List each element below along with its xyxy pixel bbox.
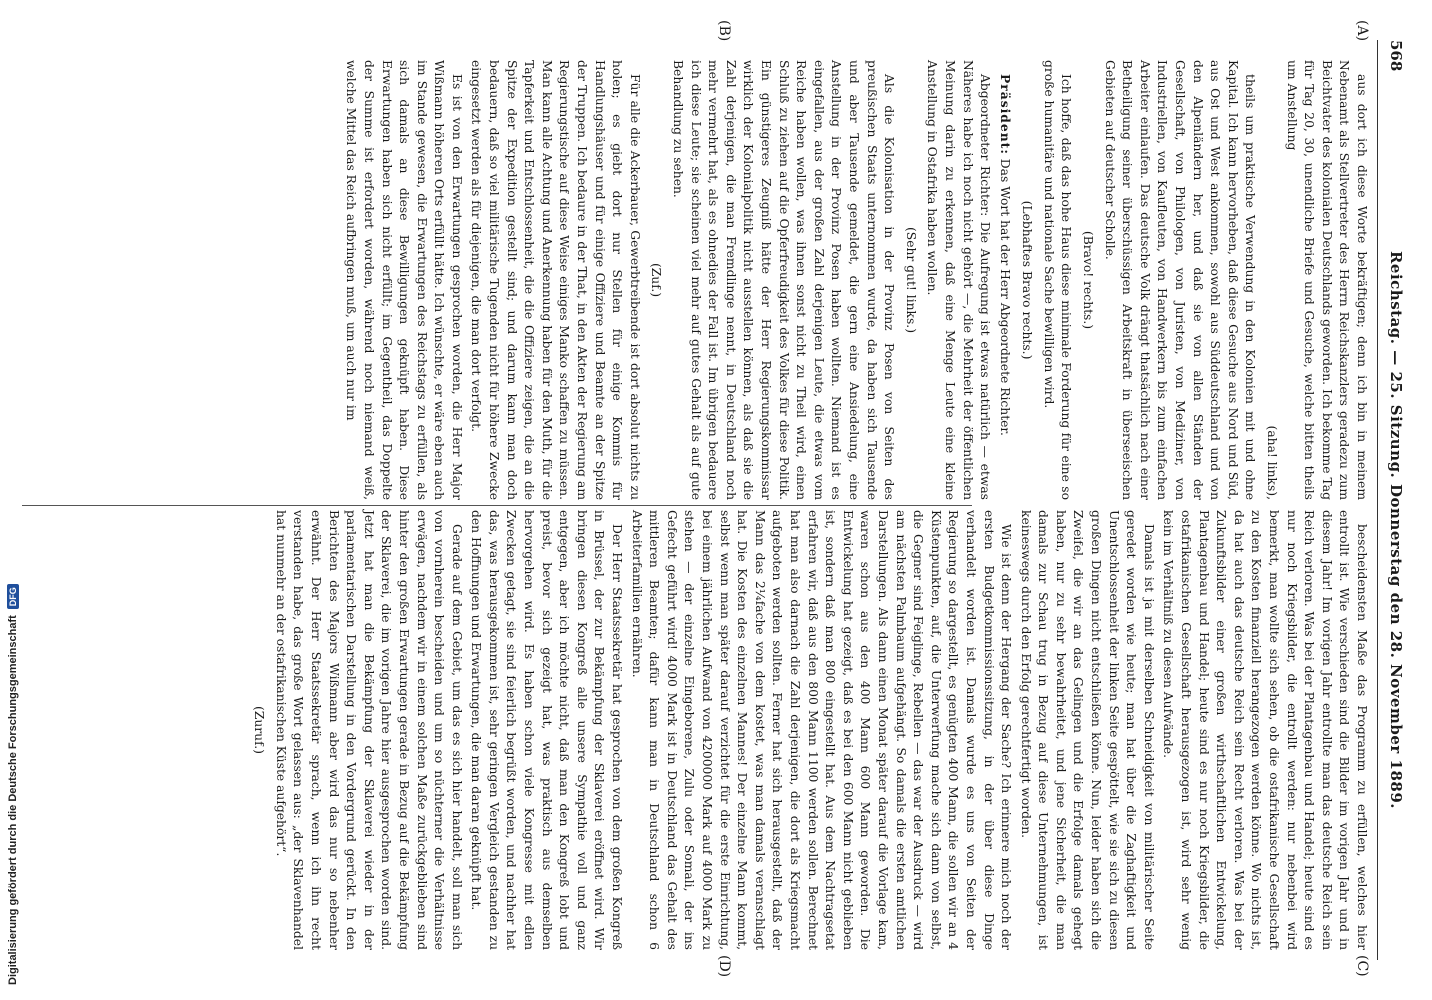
paragraph <box>923 60 993 500</box>
paragraph-text: Gerade auf dem Gebiet, um das es sich hier handelt, soll man sich von vornherein bescheiden und um so nüchterner die Verhältnisse erwägen, nachdem wir in einem solchen Maße zurückgeblieben sind hinter den großen Erwartungen gerade in Bezug auf die Bekämpfung der Sklaverei, die im vorigen Jahre hier ausgesprochen worden sind. Jetzt hat man die Bekämpfung der Sklaverei wieder in der parlamentarischen Darstellung in den Vordergrund gerückt. In den Berichten des Majors Wißmann aber wird das nur so nebenher erwähnt. Der Herr Staatssekretär sprach, wenn ich ihn recht verstanden habe, das große Wort gelassen aus: „der Sklavenhandel hat nunmehr an der ostafrikanischen Küste aufgehört“. <box>273 510 464 950</box>
paragraph <box>1282 60 1370 500</box>
paragraph <box>1039 60 1074 500</box>
right-column <box>246 510 1370 950</box>
left-column <box>340 60 1370 500</box>
paragraph <box>1159 510 1370 950</box>
interjection <box>250 510 268 950</box>
interjection <box>647 60 665 500</box>
margin-marker-d: (D) <box>716 955 732 978</box>
interjection <box>1262 60 1280 500</box>
paragraph-text: (Zuruf.) <box>252 706 267 754</box>
interjection <box>1079 60 1097 500</box>
paragraph-text: aus dort ich diese Worte bekräftigen; denn ich bin in meinem Nebenamt als Stellvertreter des Herrn Reichskanzlers geradezu zum Beichtvater des kolonialen Deutschlands geworden. Ich bekomme Tag für Tag 20, 30, unendliche Briefe und Gesuche, welche bitten theils um Anstellung <box>1284 60 1369 500</box>
paragraph-text: (Bravo! rechts.) <box>1081 230 1096 330</box>
paragraph <box>1016 510 1157 950</box>
digitization-strip <box>2 0 24 1000</box>
margin-marker-b: (B) <box>716 20 732 42</box>
digitization-credit: Digitalisierung gefördert durch die Deutsche Forschungsgemeinschaft <box>7 615 19 985</box>
page-header <box>1382 40 1410 960</box>
paragraph-text: theils um praktische Verwendung in den Kolonien mit und ohne Kapital. Ich kann hervorheben, daß diese Gesuche aus Nord und Süd, aus Ost und West ankommen, sowohl aus Süddeutschland und von den Alpenländern her, und daß sie von allen Ständen der Gesellschaft, von Philologen, von Juristen, von Mediziner, von Industriellen, von Kaufleuten, von Handwerkern bis zum einfachen Arbeiter einlaufen. Das deutsche Volk drängt thatsächlich nach einer Betheiligung seiner überschüssigen Arbeitskraft in überseeischen Gebieten auf deutscher Scholle. <box>1102 60 1258 500</box>
paragraph-text: bescheidensten Maße das Programm zu erfüllen, welches hier entrollt ist. Wie verschieden sind die Bilder im vorigen Jahr und in diesem Jahr! Im vorigen Jahr entrollte man das deutsche Reich sein Reich verloren. Was bei der Plantagenbau und Handel; heute sind es nur noch Kriegsbilder, die entrollt werden: nur nebenbei wird bemerkt, man wollte sich sehen, ob die ostafrikanische Gesellschaft zu den Kosten finanziell herangezogen werden könne. Wo nichts ist, da hat auch das deutsche Reich sein Recht verloren. Was bei der Zukunftsbilder einer großen wirthschaftlichen Entwickelung, Plantagenbau und Handel; heute sind es nur noch Kriegsbilder, die ostafrikanischen Gesellschaft herausgezogen ist, wird sehr wenig kein im Verhältniß zu diesen Aufwände. <box>1161 510 1369 950</box>
paragraph <box>467 510 625 950</box>
paragraph-text: Als die Kolonisation in der Provinz Posen von Seiten des preußischen Staats unternommen wurde, da haben sich Tausende und aber Tausende gemeldet, die gern eine Ansiedelung, eine Anstellung in der Provinz Posen haben wollten. Niemand ist es eingefallen, aus der großen Zahl derjenigen Leute, die etwas vom Reiche haben wollen, was ihnen sonst nicht zu Theil wird, einen Schluß zu ziehen auf die Opferfreudigkeit des Volkes für diese Politik. Ein günstigeres Zeugniß hätte der Herr Regierungskommissar wirklich der Kolonialpolitik nicht ausstellen können, als daß sie die Zahl derjenigen, die man Fremdlinge nennt, in Deutschland noch mehr vermehrt hat, als es ohnedies der Fall ist. Im übrigen bedauere ich diese Leute; sie scheinen viel mehr auf gutes Gehalt als auf gute Behandlung zu sehen. <box>671 60 897 500</box>
column-divider <box>22 505 972 506</box>
paragraph <box>342 60 465 500</box>
paragraph-text: Es ist von den Erwartungen gesprochen worden, die Herr Major Wißmann höheren Orts erfüllt hätte. Ich wünschte, er wäre eben auch im Stande gewesen, die Erwartungen des Reichstags zu erfüllen, als sich damals an diese Bewilligungen geknüpft haben. Diese Erwartungen haben sich nicht erfüllt; im Gegentheil, das Doppelte der Summe ist erfordert worden, während noch niemand weiß, welche Mittel das Reich aufbringen muß, um auch nur im <box>344 60 464 500</box>
paragraph-text: Für alle die Ackerbauer, Gewerbtreibende ist dort absolut nichts zu holen; es giebt dort nur Stellen für einige Kommis für Handlungshäuser und für einige Offiziere und Beamte an der Spitze der Truppen. Ich bedaure in der That, in den Akten der Regierung am Regierungstische auf diese Weise einiges Manko schaffen zu müssen. Man kann alle Achtung und Anerkennung haben für den Muth, für die Tapferkeit und Entschlossenheit, die die Offiziere zeigen, die an die Spitze der Expedition gestellt sind; und darum kann man doch bedauern, daß so viel militärische Tugenden nicht für höhere Zwecke eingesetzt werden als für diejenigen, die man dort verfolgt. <box>469 60 642 500</box>
interjection <box>901 60 919 500</box>
paragraph <box>271 510 465 950</box>
paragraph-text: Das Wort hat der Herr Abgeordnete Richter. <box>997 154 1012 436</box>
paragraph <box>627 510 1014 950</box>
paragraph-text: Ich hoffe, daß das hohe Haus diese minimale Forderung für eine so große humanitäre und nationale Sache bewilligen wird. <box>1041 60 1074 500</box>
paragraph <box>995 60 1014 500</box>
speaker-label: Präsident: <box>997 74 1013 155</box>
page-number: 568 <box>1387 40 1405 72</box>
paragraph <box>467 60 643 500</box>
page-title: Reichstag. — 25. Sitzung. Donnerstag den 28. November 1889. <box>1387 250 1405 810</box>
header-rule <box>1377 40 1378 960</box>
margin-marker-c: (C) <box>1354 955 1370 977</box>
interjection <box>1018 60 1036 500</box>
paragraph-text: (Sehr gut! links.) <box>903 226 918 334</box>
paragraph-text: Der Herr Staatssekretär hat gesprochen von dem großen Kongreß in Brüssel, der zur Bekämpfung der Sklaverei eröffnet wird. Wir bringen diesen Kongreß alle unsere Sympathie voll und ganz entgegen, aber ich möchte nicht, daß man den Kongreß lobt und preist, bevor sich gezeigt hat, was praktisch aus demselben hervorgehen wird. Es haben schon viele Kongresse mit edlen Zwecken getagt, sie sind feierlich begrüßt worden, und nachher hat das, was herausgekommen ist, sehr geringen Vergleich gestanden zu den Hoffnungen und Erwartungen, die man daran geknüpft hat. <box>469 510 625 950</box>
paragraph-text: (aha! links), <box>1265 425 1280 500</box>
margin-marker-a: (A) <box>1354 20 1370 42</box>
paragraph <box>668 60 897 500</box>
paragraph <box>1100 60 1258 500</box>
paragraph-text: Abgeordneter Richter: Die Aufregung ist etwas natürlich — etwas Näheres habe ich noch nicht gehört —, die Mehrheit der öffentlichen Meinung darin zu erkennen, daß eine Menge Leute eine kleine Anstellung in Ostafrika haben wollen. <box>925 60 993 500</box>
paragraph-text: Damals ist ja mit derselben Schneidigkeit von militärischer Seite geredet worden wie heute; man hat über die Zaghaftigkeit und Unentschlossenheit der linken Seite gespöttelt, wie sie sich zu diesen großen Dingen nicht entschließen könne. Nun, leider haben sich die Zweifel, die wir an das Gelingen und die Erfolge damals gehegt haben, nur zu sehr bewahrheitet, und jene Sicherheit, die man damals zur Schau trug in Bezug auf diese Unternehmungen, ist keineswegs durch den Erfolg gerechtfertigt worden. <box>1018 510 1156 950</box>
paragraph-text: (Lebhaftes Bravo rechts.) <box>1020 200 1035 360</box>
dfg-logo: DFG <box>7 584 19 609</box>
paragraph-text: (Zuf.) <box>649 262 664 298</box>
paragraph-text: Wie ist denn der Hergang der Sache? Ich erinnere mich noch der ersten Budgetkommissionssitzung, in der über diese Dinge verhandelt worden ist. Damals wurde es uns von Seiten der Regierung so dargestellt, es genügten 400 Mann, die sollen wir an 4 Küstenpunkten, auf, die Unterwerfung mache sich dann von selbst, die Gegner sind Feiglinge, Rebellen — das war der Ausdruck — wird am nächsten Palmbaum aufgehängt. So damals die ersten amtlichen Darstellungen. Als dann einen Monat später darauf die Vorlage kam, waren schon aus den 400 Mann 600 Mann geworden. Die Entwickelung hat gezeigt, daß es bei den 600 Mann nicht geblieben ist, sondern daß man 800 eingestellt hat. Aus dem Nachtragsetat erfahren wir, daß aus den 800 Mann 1100 werden sollen. Berechnet hat man also darnach die Zahl derjenigen, die dort als Kriegsmacht aufgeboten werden sollten. Ferner hat sich herausgestellt, daß der Mann das 2¼fache von dem kostet, was man damals veranschlagt hat. Die Kosten des einzelnen Mannes! Der einzelne Mann kommt, selbst wenn man später darauf verzichtet für die erste Einrichtung, bei einem jährlichen Aufwand von 4200000 Mark auf 4000 Mark zu stehen — der einzelne Eingeborene, Zulu oder Somali, der ins Gefecht geführt wird! 4000 Mark ist in Deutschland das Gehalt des mittleren Beamten; dafür kann man in Deutschland schon 6 Arbeiterfamilien ernähren. <box>629 510 1014 950</box>
